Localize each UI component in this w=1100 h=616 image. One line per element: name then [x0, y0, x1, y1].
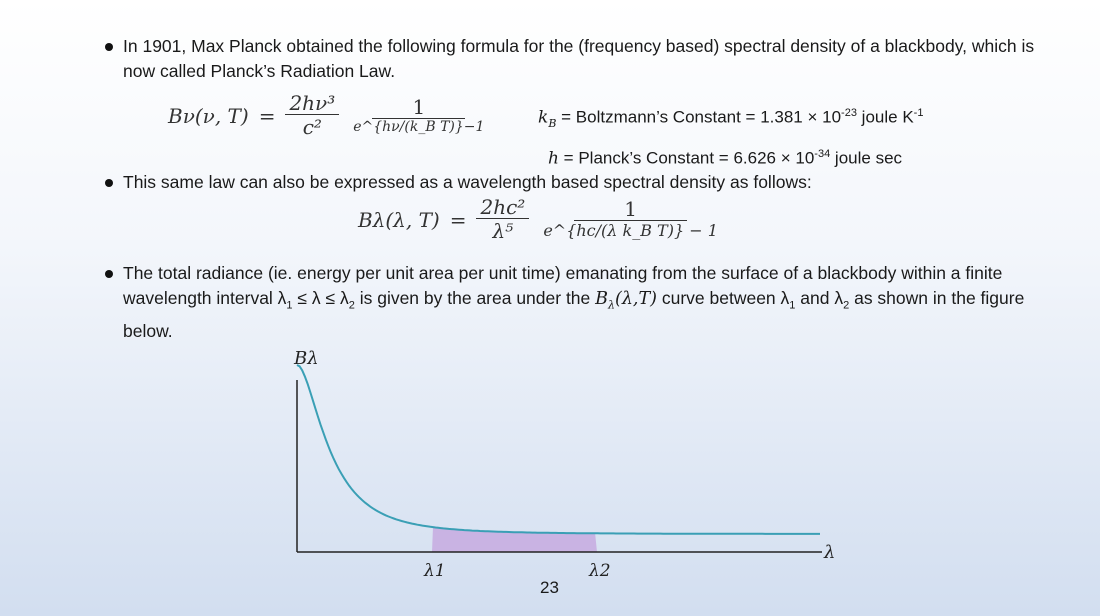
y-axis-label: Bλ	[294, 348, 319, 369]
numerator: 1	[574, 198, 687, 221]
text-segment: curve between λ	[656, 288, 790, 308]
integration-area	[432, 527, 597, 552]
bullet-dot	[105, 43, 113, 51]
page-number: 23	[540, 578, 559, 597]
subscript: 2	[843, 299, 850, 312]
numerator: 2hc²	[476, 196, 529, 219]
denominator: e^{hν/(k_B T)}−1	[353, 118, 485, 135]
planck-wavelength-equation	[358, 196, 722, 243]
h-exp: -34	[814, 148, 831, 161]
kb-sub: B	[548, 117, 557, 131]
lambda1-label: λ1	[424, 561, 446, 580]
kb-unit: joule K	[856, 107, 914, 127]
bullet-text	[123, 261, 1035, 344]
bullet-wavelength-form	[105, 170, 1035, 195]
kb-symbol: k	[538, 107, 549, 128]
equation-lhs: Bλ(λ, T)	[358, 207, 440, 232]
planck-constant	[538, 139, 923, 174]
boltzmann-constant	[538, 98, 923, 139]
denominator: λ⁵	[492, 219, 514, 243]
kb-unit-exp: -1	[913, 107, 924, 119]
h-unit: joule sec	[830, 148, 903, 168]
bullet-dot	[105, 270, 113, 278]
kb-exp: -23	[841, 107, 857, 119]
x-axis-label: λ	[824, 542, 836, 563]
text-segment: The total radiance (ie. energy per unit area per unit time) emanating from the surface of a blackbody within a finite wavelength interval λ	[123, 263, 1003, 308]
bullet-text: This same law can also be expressed as a wavelength based spectral density as follows:	[123, 172, 812, 192]
bullet-dot	[105, 179, 113, 187]
h-text: = Planck’s Constant = 6.626 × 10	[558, 148, 815, 168]
planck-frequency-equation	[168, 92, 488, 139]
equals-sign: =	[449, 207, 467, 232]
equation-lhs: Bν(ν, T)	[168, 103, 249, 128]
text-segment: ≤ λ ≤ λ	[292, 288, 349, 308]
lambda2-label: λ2	[589, 561, 611, 580]
constants-block	[538, 98, 923, 174]
h-symbol: h	[548, 148, 559, 169]
text-segment: as shown in the figure below.	[123, 288, 1025, 341]
b-lambda-symbol: $B_\lambda(\lambda,T)$	[595, 289, 657, 312]
blackbody-curve-figure	[284, 340, 844, 580]
fraction	[285, 92, 339, 139]
text-segment: is given by the area under the	[354, 288, 596, 308]
text-segment: and λ	[795, 288, 844, 308]
subscript: 1	[789, 299, 796, 312]
kb-text: = Boltzmann’s Constant = 1.381 × 10	[556, 107, 842, 127]
numerator: 2hν³	[285, 92, 339, 115]
bullet-text: In 1901, Max Planck obtained the following formula for the (frequency based) spectral density of a blackbody, which is now called Planck’s Radiation Law.	[123, 36, 1035, 81]
equals-sign: =	[258, 103, 276, 128]
fraction	[476, 196, 529, 243]
bullet-total-radiance	[105, 261, 1035, 344]
subscript: 1	[286, 299, 293, 312]
bullet-planck-intro	[105, 34, 1035, 84]
fraction	[349, 96, 488, 136]
denominator: e^{hc/(λ k_B T)} − 1	[543, 221, 718, 241]
numerator: 1	[372, 96, 465, 119]
subscript: 2	[348, 299, 355, 312]
denominator: c²	[302, 115, 322, 139]
fraction	[539, 198, 722, 240]
planck-curve	[297, 365, 820, 534]
